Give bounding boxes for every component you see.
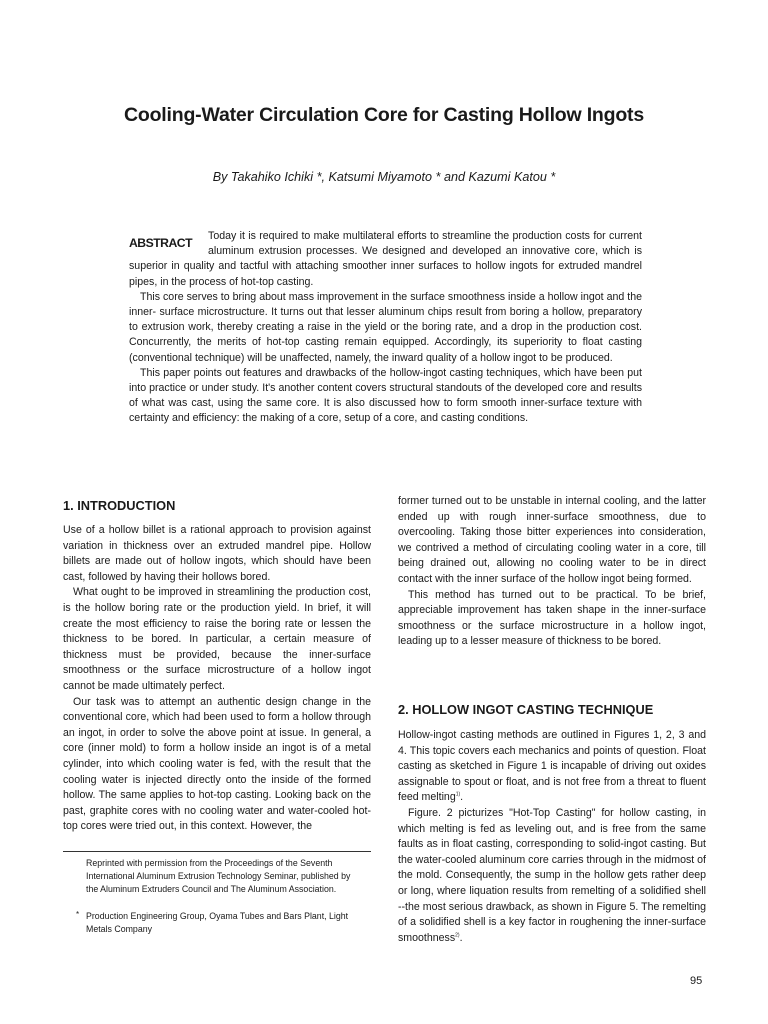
affiliation-text: Production Engineering Group, Oyama Tubes and Bars Plant, Light Metals Company <box>86 910 349 934</box>
right-column <box>398 494 706 650</box>
section-2-paragraph-1-text: Hollow-ingot casting methods are outlined in Figures 1, 2, 3 and 4. This topic covers each mechanics and points of question. Float casting as sketched in Figure 1 is incapable of driving out oxides assignable to spout or float, and is not free from a threat to fluent feed melting <box>398 729 706 804</box>
intro-paragraph-2: What ought to be improved in streamlining the production cost, is the hollow boring rate or the production yield. In brief, it will create the most efficiency to raise the boring rate or lessen the thickness to be bored. In particular, a certain measure of thickness must be provided, because the inner-surface smoothness or the surface microstructure of a hollow ingot cannot be made ultimately perfect. <box>63 586 371 692</box>
section-2-paragraph-1-end: . <box>460 791 464 804</box>
reference-1: 1) <box>455 791 461 798</box>
abstract-paragraph-1: Today it is required to make multilateral efforts to streamline the production costs for current aluminum extrusion processes. We designed and developed an innovative core, which is superior in quality and tactful with attaching smoother inner surfaces to hollow ingots for extruded mandrel pipes, in the process of hot-top casting. <box>129 230 642 288</box>
section-2-paragraph-2-end: . <box>459 931 463 944</box>
abstract-paragraph-3: This paper points out features and drawbacks of the hollow-ingot casting techniques, which have been put into practice or under study. It's another content covers structural standouts of the developed core and results of what was cast, using the same core. It is also discussed how to form smooth inner-surface texture with certainty and efficiency: the making of a core, setup of a core, and casting conditions. <box>129 366 642 425</box>
abstract-label: ABSTRACT <box>129 236 193 250</box>
abstract-paragraph-2: This core serves to bring about mass improvement in the surface smoothness inside a hollow ingot and the inner- surface microstructure. It turns out that lesser aluminum chips result from boring a hollow, preparatory to extrusion work, thereby creating a raise in the yield or the boring rate, and a drop in the production cost. Concurrently, the merits of hot-top casting remain equipped. Accordingly, its superiority to float casting (conventional technique) will be unaffected, namely, the inward quality of a hollow ingot to be produced. <box>129 290 642 364</box>
affiliation-footnote <box>76 909 361 936</box>
footnote-divider <box>63 851 371 852</box>
section-1-heading: 1. INTRODUCTION <box>63 498 176 513</box>
author-line: By Takahiko Ichiki *, Katsumi Miyamoto * and Kazumi Katou * <box>212 170 556 184</box>
intro-paragraph-3: Our task was to attempt an authentic design change in the conventional core, which had been used to form a hollow through an ingot, in order to solve the above point at issue. In general, a core (inner mold) to form a hollow inside an ingot is of a metal cylinder, into which cooling water is fed, with the result that the cooling water is injected directly onto the inside of the formed hollow. The same applies to hot-top casting. Looking back on the past, graphite cores with no cooling water and water-cooled hot-top cores were tried out, in this context. However, the <box>63 695 371 833</box>
reprint-footnote: Reprinted with permission from the Proceedings of the Seventh International Aluminum Extrusion Technology Seminar, published by the Aluminum Extruders Council and The Aluminum Association. <box>86 858 351 895</box>
section-2-heading: 2. HOLLOW INGOT CASTING TECHNIQUE <box>398 702 654 717</box>
section-2-paragraph-1 <box>398 728 706 806</box>
paper-title: Cooling-Water Circulation Core for Casting Hollow Ingots <box>124 104 644 126</box>
footnotes <box>76 857 361 949</box>
footnote-marker: * <box>76 909 80 919</box>
reference-2: 2) <box>455 932 460 939</box>
left-column <box>63 494 371 835</box>
intro-paragraph-3-continued: former turned out to be unstable in internal cooling, and the latter ended up with rough inner-surface smoothness, due to overcooling. Taking those bitter experiences into consideration, we contrived a method of circulating cooling water in a core, till being drained out, allowing no cooling water to be in direct contact with the inner surface of the hollow ingot being formed. <box>398 495 706 585</box>
intro-paragraph-1: Use of a hollow billet is a rational approach to provision against variation in thickness over an extruded mandrel pipe. Hollow billets are made out of hollow ingots, which should have been cast, followed by having their hollows bored. <box>63 524 371 583</box>
intro-paragraph-4: This method has turned out to be practical. To be brief, appreciable improvement has taken shape in the inner-surface smoothness or the surface microstructure in a hollow ingot, leading up to a lesser measure of thickness to be bored. <box>398 588 706 648</box>
abstract-block <box>129 229 642 427</box>
section-2-paragraph-2-text: Figure. 2 picturizes "Hot-Top Casting" for hollow casting, in which melting is fed as leveling out, and is free from the same faults as in float casting, corresponding to solid-ingot casting. But the water-cooled aluminum core carries through in the midmost of the mold. Consequently, the sump in the hollow gets rather deep or long, where liquation results from remelting of a solidified shell --the most serious drawback, as shown in Figure 5. The remelting of a solidified shell is a key factor in roughening the inner-surface smoothness <box>398 806 706 944</box>
page-number: 95 <box>690 975 703 987</box>
section-2-paragraph-2 <box>398 806 706 946</box>
section-2 <box>398 701 706 946</box>
